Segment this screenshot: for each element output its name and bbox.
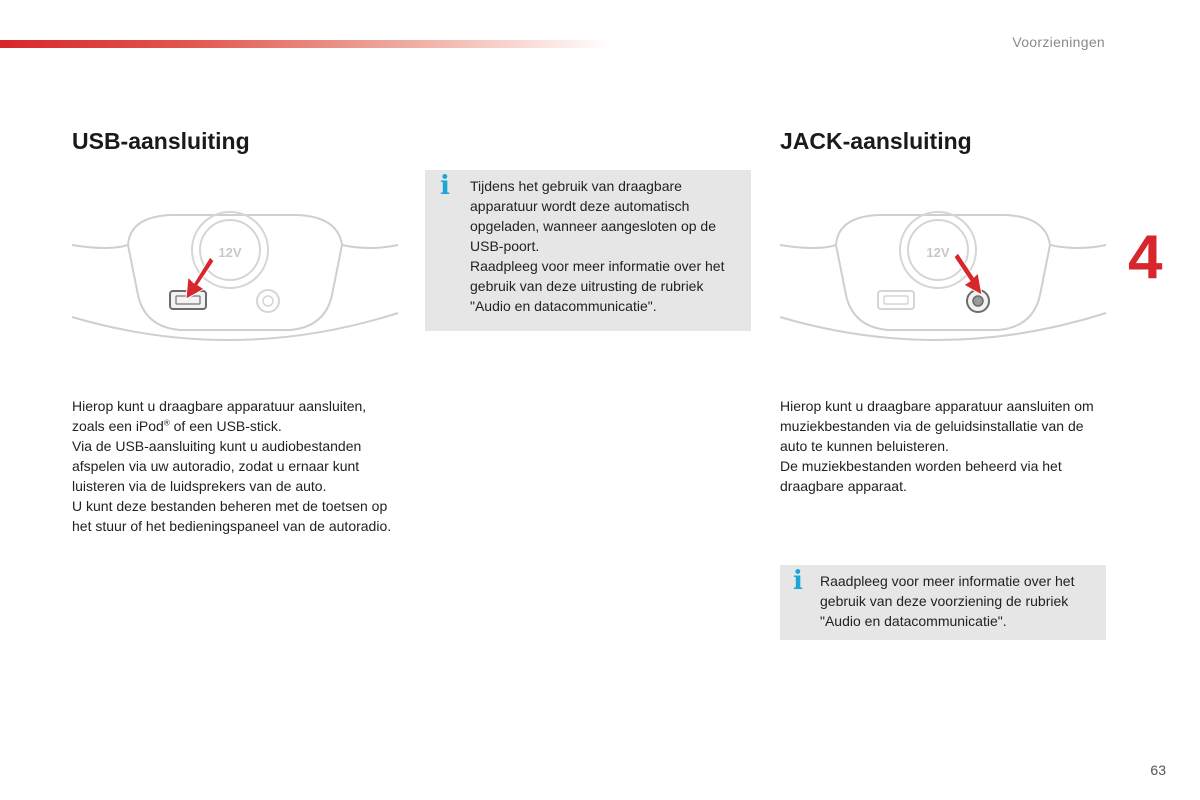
- info-icon: i: [793, 566, 803, 596]
- usb-12v-label: 12V: [218, 245, 242, 260]
- section-label: Voorzieningen: [1012, 34, 1105, 50]
- jack-info-note: i Raadpleeg voor meer informatie over het gebruik van deze voorziening de rubriek "Audio en datacommunicatie".: [780, 565, 1106, 640]
- usb-description: Hierop kunt u draagbare apparatuur aansluiten, zoals een iPod® of een USB-stick. Via de USB-aansluiting kunt u audiobestanden afspelen via uw autoradio, zodat u ernaar kunt luisteren via de luidsprekers van de auto. U kunt deze bestanden beheren met de toetsen op het stuur of het bedieningspaneel van de autoradio.: [72, 398, 392, 534]
- usb-port-illustration: [70, 205, 400, 350]
- page-number: 63: [1150, 762, 1166, 778]
- jack-heading: JACK-aansluiting: [780, 128, 972, 154]
- usb-heading: USB-aansluiting: [72, 128, 250, 154]
- jack-port-illustration: [778, 205, 1108, 350]
- header-accent-bar: [0, 40, 610, 48]
- jack-description: Hierop kunt u draagbare apparatuur aansluiten om muziekbestanden via de geluidsinstallatie van de auto te kunnen beluisteren. De muziekbestanden worden beheerd via het draagbare apparaat.: [780, 398, 1094, 494]
- usb-info-note: i Tijdens het gebruik van draagbare apparatuur wordt deze automatisch opgeladen, wanneer aangesloten op de USB-poort. Raadpleeg voor meer informatie over het gebruik van deze uitrusting de rubriek "Audio en datacommunicatie".: [425, 170, 751, 331]
- info-icon: i: [440, 171, 450, 201]
- jack-12v-label: 12V: [926, 245, 950, 260]
- chapter-number: 4: [1128, 223, 1163, 292]
